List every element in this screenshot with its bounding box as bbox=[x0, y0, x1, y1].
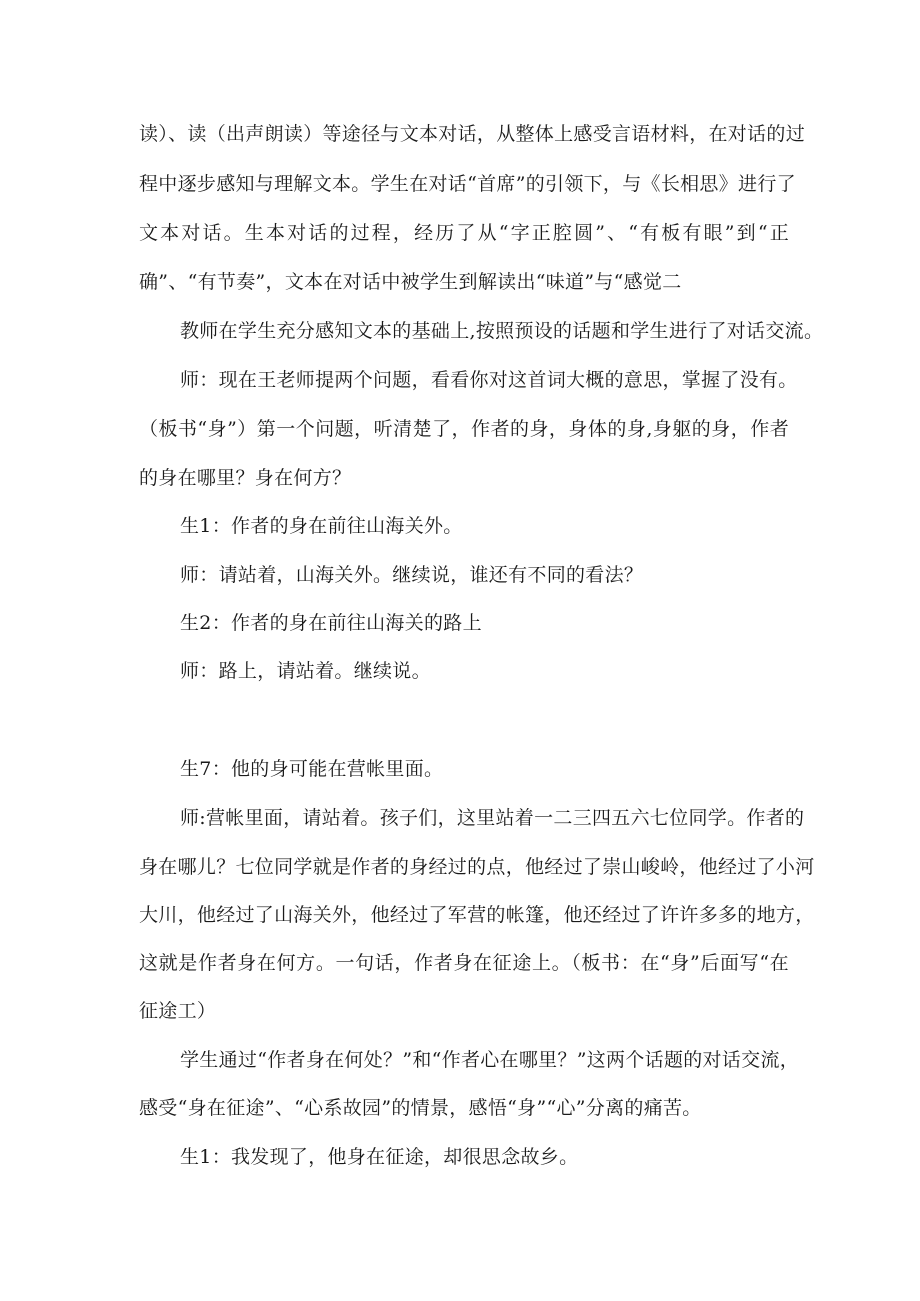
text-line: （板书“身”）第一个问题，听清楚了，作者的身，身体的身,身躯的身，作者 bbox=[139, 418, 789, 440]
text-line: 文本对话。生本对话的过程，经历了从“字正腔圆”、“有板有眼”到“正 bbox=[139, 222, 789, 244]
text-line: 征途工） bbox=[139, 1000, 217, 1022]
text-line: 的身在哪里？身在何方？ bbox=[139, 467, 352, 489]
text-line: 师：请站着，山海关外。继续说，谁还有不同的看法？ bbox=[180, 564, 644, 586]
text-line: 师：现在王老师提两个问题，看看你对这首词大概的意思，掌握了没有。 bbox=[180, 369, 798, 391]
text-line: 身在哪儿？七位同学就是作者的身经过的点，他经过了崇山峻岭，他经过了小河 bbox=[139, 856, 815, 878]
text-line: 学生通过“作者身在何处？”和“作者心在哪里？”这两个话题的对话交流， bbox=[180, 1049, 800, 1071]
text-line: 感受“身在征途”、“心系故园”的情景，感悟“身”“心”分离的痛苦。 bbox=[139, 1097, 702, 1119]
text-line: 大川，他经过了山海关外，他经过了军营的帐篷，他还经过了许许多多的地方， bbox=[139, 904, 815, 926]
text-line: 生7：他的身可能在营帐里面。 bbox=[180, 758, 444, 780]
text-line: 这就是作者身在何方。一句话，作者身在征途上。（板书：在“身”后面写“在 bbox=[139, 952, 789, 974]
text-line: 程中逐步感知与理解文本。学生在对话“首席”的引领下，与《长相思》进行了 bbox=[139, 173, 796, 195]
text-line: 师：路上，请站着。继续说。 bbox=[180, 660, 431, 682]
text-line: 生1：作者的身在前往山海关外。 bbox=[180, 515, 463, 537]
text-line: 生2：作者的身在前往山海关的路上 bbox=[180, 612, 482, 634]
text-line: 确”、“有节奏”，文本在对话中被学生到解读出“味道”与“感觉二 bbox=[139, 271, 682, 293]
text-line: 教师在学生充分感知文本的基础上,按照预设的话题和学生进行了对话交流。 bbox=[180, 320, 824, 342]
text-line: 读）、读（出声朗读）等途径与文本对话，从整体上感受言语材料，在对话的过 bbox=[139, 123, 806, 145]
text-line: 师:营帐里面，请站着。孩子们，这里站着一二三四五六七位同学。作者的 bbox=[180, 807, 805, 829]
text-line: 生1：我发现了，他身在征途，却很思念故乡。 bbox=[180, 1146, 579, 1168]
